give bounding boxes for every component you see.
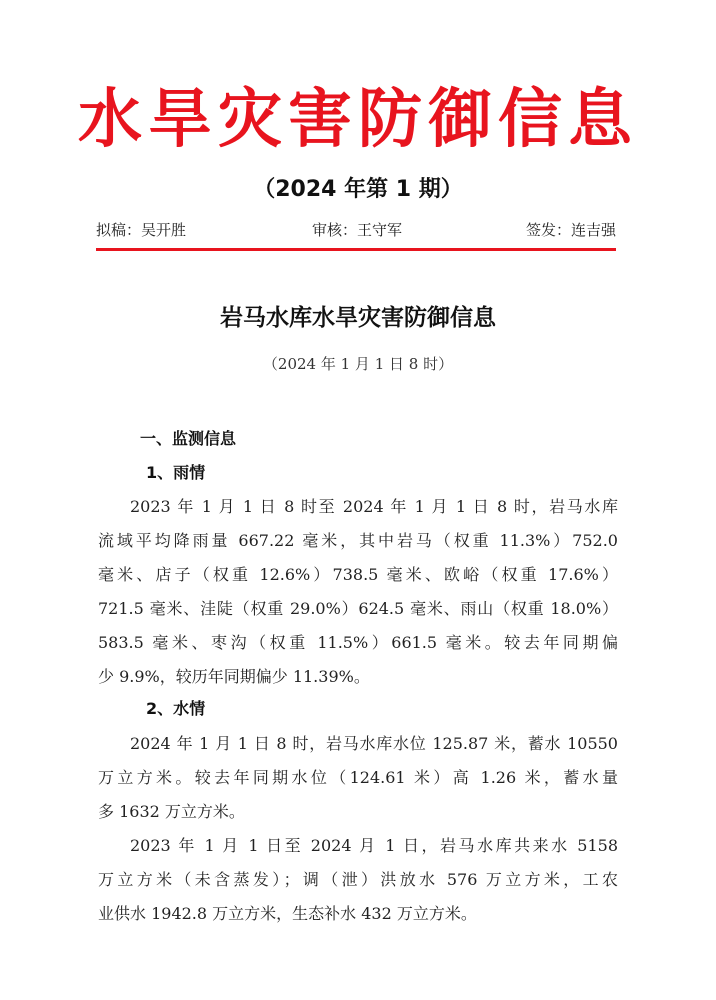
paragraph-line: 721.5 毫米、洼陡（权重 29.0%）624.5 毫米、雨山（权重 18.0%） — [98, 599, 618, 618]
issue-number: （2024 年第 1 期） — [253, 177, 463, 202]
issuer-label: 签发：连吉强 — [525, 221, 616, 239]
paragraph-line: 583.5 毫米、枣沟（权重 11.5%）661.5 毫米。较去年同期偏 — [98, 633, 618, 652]
banner-title: 水旱灾害防御信息 — [78, 82, 638, 157]
water-paragraph-2 — [98, 829, 618, 931]
paragraph-line: 2024 年 1 月 1 日 8 时，岩马水库水位 125.87 米，蓄水 10550 — [130, 734, 618, 753]
paragraph-line: 毫米、店子（权重 12.6%）738.5 毫米、欧峪（权重 17.6%） — [98, 565, 618, 584]
paragraph-line: 2023 年 1 月 1 日至 2024 月 1 日，岩马水库共来水 5158 — [130, 836, 618, 855]
paragraph-line: 业供水 1942.8 万立方米，生态补水 432 万立方米。 — [98, 904, 477, 923]
drafter-label: 拟稿：吴开胜 — [96, 221, 187, 239]
paragraph-line: 万立方米。较去年同期水位（124.61 米）高 1.26 米，蓄水量 — [98, 768, 618, 787]
subsection-heading-rain: 1、雨情 — [146, 463, 206, 482]
subsection-heading-water: 2、水情 — [146, 699, 206, 718]
reviewer-label: 审核：王守军 — [312, 221, 403, 239]
water-paragraph-1 — [98, 727, 618, 829]
paragraph-line: 2023 年 1 月 1 日 8 时至 2024 年 1 月 1 日 8 时，岩马水库 — [130, 497, 618, 516]
document-title: 岩马水库水旱灾害防御信息 — [220, 305, 496, 331]
red-divider — [96, 248, 616, 251]
paragraph-line: 流域平均降雨量 667.22 毫米，其中岩马（权重 11.3%）752.0 — [98, 531, 618, 550]
paragraph-line: 万立方米（未含蒸发）；调（泄）洪放水 576 万立方米，工农 — [98, 870, 618, 889]
signers-row — [96, 216, 616, 244]
document-date: （2024 年 1 月 1 日 8 时） — [262, 355, 454, 373]
paragraph-line: 少 9.9%，较历年同期偏少 11.39%。 — [98, 667, 370, 686]
section-heading-monitoring: 一、监测信息 — [140, 429, 237, 448]
paragraph-line: 多 1632 万立方米。 — [98, 802, 245, 821]
rain-paragraph — [98, 490, 618, 694]
